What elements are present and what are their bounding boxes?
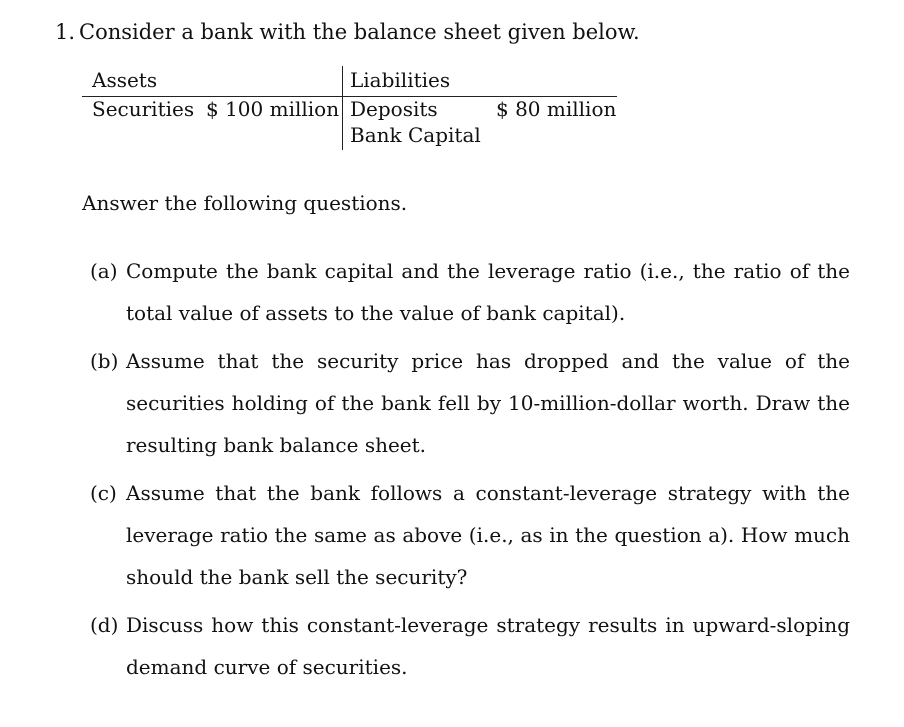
question-parts [90, 250, 850, 694]
instructions: Answer the following questions. [82, 191, 408, 215]
liability-value: $ 80 million [496, 97, 617, 121]
part-text: Discuss how this constant-leverage strategy results in upward-sloping demand curve of securities. [126, 613, 850, 679]
center-rule [342, 66, 343, 150]
liabilities-header: Liabilities [350, 68, 451, 92]
part-text: Assume that the security price has dropped and the value of the securities holding of the bank fell by 10-million-dollar worth. Draw the resulting bank balance sheet. [126, 349, 850, 457]
assets-header: Assets [92, 68, 158, 92]
part-label: (c) [90, 481, 117, 505]
part-label: (b) [90, 349, 119, 373]
liability-label: Bank Capital [350, 123, 481, 147]
question-part [90, 472, 850, 598]
part-text: Compute the bank capital and the leverage ratio (i.e., the ratio of the total value of assets to the value of bank capital). [126, 259, 850, 325]
liability-label: Deposits [350, 97, 438, 121]
question-header [55, 20, 640, 44]
part-text: Assume that the bank follows a constant-leverage strategy with the leverage ratio the same as above (i.e., as in the question a). How much should the bank sell the security? [126, 481, 850, 589]
part-label: (a) [90, 259, 118, 283]
question-part [90, 340, 850, 466]
asset-value: $ 100 million [206, 97, 340, 121]
balance-sheet-table [82, 66, 622, 152]
question-part [90, 604, 850, 688]
part-label: (d) [90, 613, 119, 637]
question-part [90, 250, 850, 334]
question-number: 1. [55, 20, 76, 44]
question-prompt: Consider a bank with the balance sheet given below. [79, 20, 640, 44]
asset-label: Securities [92, 97, 195, 121]
